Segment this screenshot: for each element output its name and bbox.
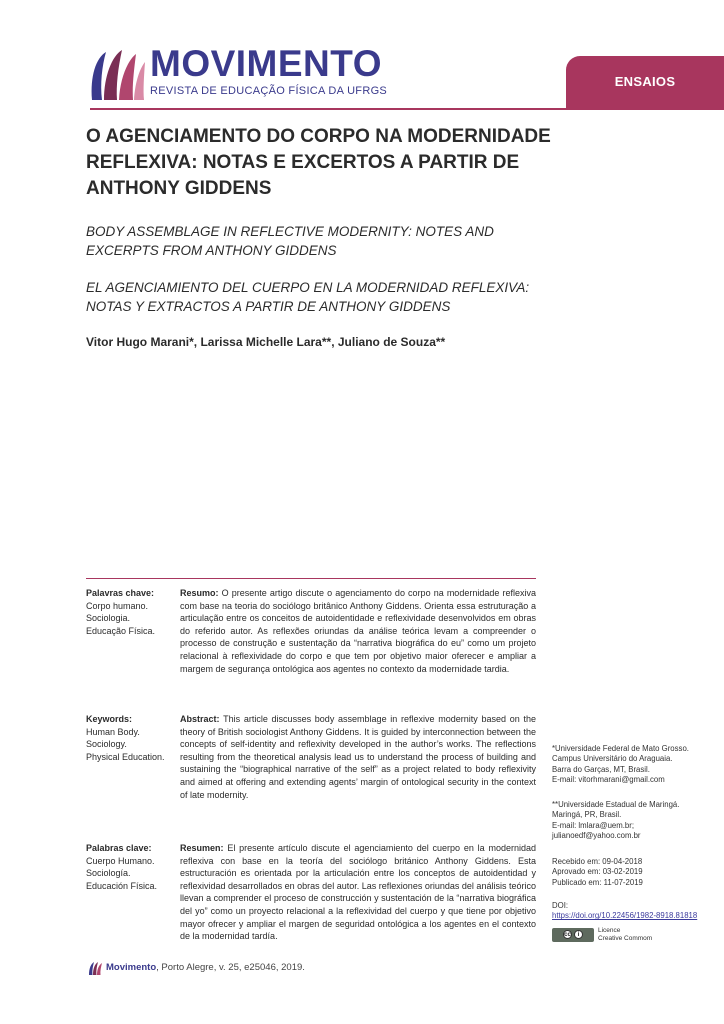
- header-divider: [90, 108, 724, 110]
- keyword: Sociología.: [86, 868, 131, 879]
- footer-citation: [106, 962, 305, 973]
- title-portuguese: O AGENCIAMENTO DO CORPO NA MODERNIDADE REFLEXIVA: NOTAS E EXCERTOS A PARTIR DE ANTHONY GIDDENS: [86, 126, 551, 199]
- affiliation-email: E-mail: lmlara@uem.br;: [552, 820, 635, 830]
- title-english: BODY ASSEMBLAGE IN REFLECTIVE MODERNITY: NOTES AND EXCERPTS FROM ANTHONY GIDDENS: [86, 224, 494, 258]
- abstract-es: [180, 842, 536, 943]
- keyword: Sociology.: [86, 739, 127, 750]
- keyword: Physical Education.: [86, 751, 165, 762]
- journal-name: MOVIMENTO: [150, 43, 382, 84]
- doi-block: [552, 901, 712, 922]
- abstract-en: [180, 713, 536, 801]
- abstract-body: El presente artículo discute el agenciamiento del cuerpo en la modernidad reflexiva con base en la teoría del sociólogo británico Anthony Giddens. Esta estructuración es orientada por la articulación entre los conceptos de autoidentidad y reflexividad desarrollados en obras del autor. Las reflexiones oriundas del análisis teórico llevan a comprender el proceso de construcción y sustentación de la “narrativa biográfica del yo” como un proyecto relacional a la reflexividad del cuerpo y que tiene por objetivo mayor ofrecer y ampliar el margen de seguridad ontológica a los agentes en el contexto de la modernidad tardía.: [180, 843, 536, 942]
- abstract-label: Abstract:: [180, 714, 220, 724]
- keywords-pt: [86, 587, 178, 637]
- section-label: ENSAIOS: [566, 56, 724, 108]
- keyword: Human Body.: [86, 726, 140, 737]
- license-block: [552, 927, 652, 942]
- affiliation-email: E-mail: vitorhmarani@gmail.com: [552, 775, 665, 785]
- keywords-en: [86, 713, 178, 763]
- license-label: Licence: [598, 927, 621, 934]
- keywords-label: Palavras chave:: [86, 588, 155, 598]
- keyword: Educación Física.: [86, 880, 158, 891]
- approved-date: Aprovado em: 03-02-2019: [552, 867, 643, 877]
- journal-logo-icon: [88, 46, 146, 102]
- license-name: Creative Commom: [598, 934, 653, 942]
- affiliation-line: Campus Universitário do Araguaia.: [552, 754, 673, 764]
- journal-subtitle: REVISTA DE EDUCAÇÃO FÍSICA DA UFRGS: [150, 85, 388, 97]
- keyword: Sociologia.: [86, 613, 131, 624]
- affiliation-line: Maringá, PR, Brasil.: [552, 810, 622, 820]
- abstract-body: This article discusses body assemblage in reflexive modernity based on the theory of British sociologist Anthony Giddens. It is guided by interconnection between the concepts of self-identity and reflexivity developed in the author’s works. The reflections resulting from the theoretical analysis lead us to understand the process of building and sustaining the “biographical narrative of the self” as a project related to body reflexivity and aimed at offering and extending agents’ margin of ontological security in the context of late modernity.: [180, 714, 537, 800]
- title-spanish: EL AGENCIAMIENTO DEL CUERPO EN LA MODERNIDAD REFLEXIVA: NOTAS Y EXTRACTOS A PARTIR DE ANTHONY GIDDENS: [86, 280, 530, 314]
- doi-label: DOI:: [552, 901, 569, 910]
- affiliation-line: Barra do Garças, MT, Brasil.: [552, 764, 650, 774]
- received-date: Recebido em: 09-04-2018: [552, 857, 643, 866]
- affiliation-line: *Universidade Federal de Mato Grosso.: [552, 744, 689, 753]
- abstract-pt: [180, 587, 536, 675]
- keywords-label: Palabras clave:: [86, 843, 152, 853]
- affiliation-2: [552, 800, 712, 842]
- footer-logo-icon: [88, 961, 104, 975]
- keywords-label: Keywords:: [86, 714, 133, 724]
- abstract-label: Resumo:: [180, 588, 219, 598]
- author-list: Vitor Hugo Marani*, Larissa Michelle Lara**, Juliano de Souza**: [86, 335, 446, 349]
- footer-details: , Porto Alegre, v. 25, e25046, 2019.: [156, 962, 305, 973]
- keyword: Educação Física.: [86, 625, 156, 636]
- doi-link[interactable]: https://doi.org/10.22456/1982-8918.81818: [552, 911, 698, 921]
- abstract-divider: [86, 578, 536, 579]
- abstract-label: Resumen:: [180, 843, 224, 853]
- keyword: Cuerpo Humano.: [86, 855, 155, 866]
- affiliation-email: julianoedf@yahoo.com.br: [552, 831, 641, 841]
- affiliation-1: [552, 744, 712, 786]
- published-date: Publicado em: 11-07-2019: [552, 877, 643, 887]
- creative-commons-icon[interactable]: cc i: [552, 928, 594, 942]
- keywords-es: [86, 842, 178, 892]
- publication-dates: [552, 857, 712, 888]
- keyword: Corpo humano.: [86, 600, 149, 611]
- abstract-body: O presente artigo discute o agenciamento do corpo na modernidade reflexiva com base na teoria do sociólogo britânico Anthony Giddens. Orienta essa estruturação a articulação entre os conceitos de autoidentidade e reflexividade desenvolvidos em obras do referido autor. As reflexões oriundas da análise teórica levam a compreender o processo de construção e sustentação da “narrativa biográfica do eu” como um projeto relacional à reflexividade do corpo e que tem por objetivo maior oferecer e ampliar a margem de segurança ontológica aos agentes no contexto da modernidade tardia.: [180, 588, 536, 674]
- footer-journal: Movimento: [106, 962, 157, 973]
- affiliation-line: **Universidade Estadual de Maringá.: [552, 800, 680, 809]
